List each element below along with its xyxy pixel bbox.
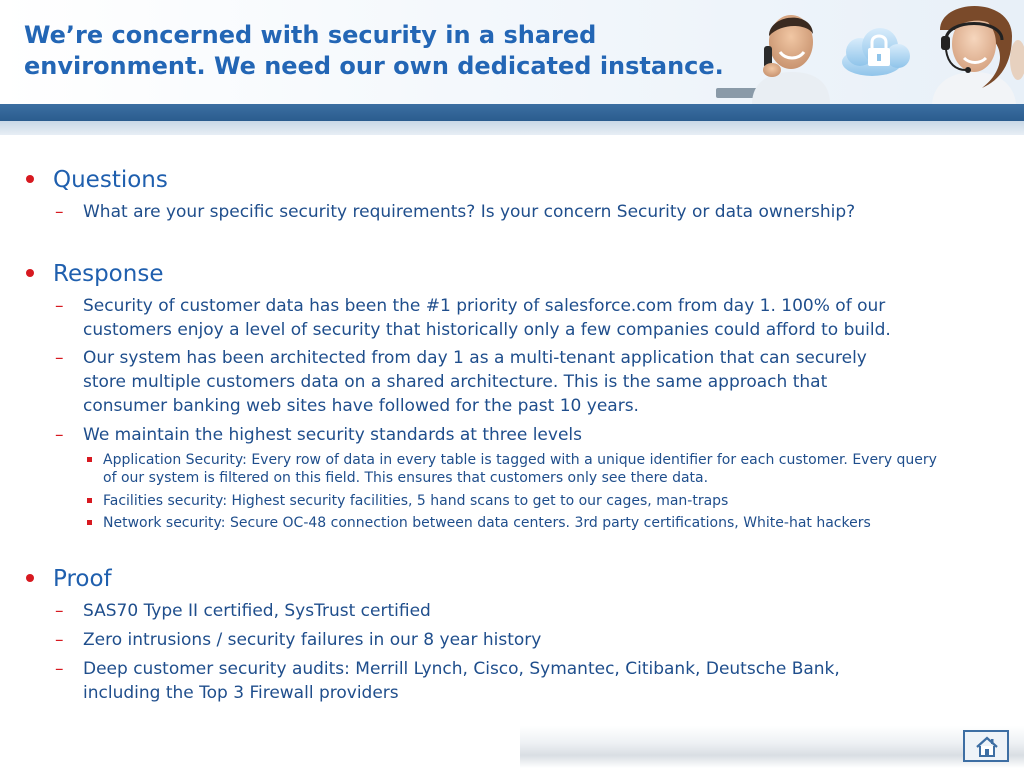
footer-band xyxy=(520,726,1024,768)
dash-bullet: – xyxy=(55,296,64,316)
slide-title-line: environment. We need our own dedicated instance. xyxy=(24,52,724,80)
text-line: Network security: Secure OC-48 connection between data centers. 3rd party certifications, White-hat hackers xyxy=(103,515,871,531)
square-bullet xyxy=(87,498,92,503)
dash-bullet: – xyxy=(55,348,64,368)
text-line: Facilities security: Highest security facilities, 5 hand scans to get to our cages, man-traps xyxy=(103,493,729,509)
bullet-dot xyxy=(26,269,34,277)
sub-list-item-text xyxy=(103,514,1013,532)
dash-bullet: – xyxy=(55,601,64,621)
bullet-dot xyxy=(26,574,34,582)
text-line: of our system is filtered on this field. This ensures that customers only see there data. xyxy=(103,470,709,486)
text-line: We maintain the highest security standards at three levels xyxy=(83,425,582,445)
text-line: What are your specific security requirements? Is your concern Security or data ownership? xyxy=(83,202,856,222)
text-line: including the Top 3 Firewall providers xyxy=(83,683,399,703)
text-line: consumer banking web sites have followed for the past 10 years. xyxy=(83,396,639,416)
section-heading: Questions xyxy=(53,167,168,193)
section-heading: Response xyxy=(53,261,164,287)
text-line: Deep customer security audits: Merrill Lynch, Cisco, Symantec, Citibank, Deutsche Bank, xyxy=(83,659,840,679)
bullet-dot xyxy=(26,175,34,183)
list-item-text xyxy=(83,346,1013,418)
dash-bullet: – xyxy=(55,202,64,222)
dash-bullet: – xyxy=(55,630,64,650)
text-line: Security of customer data has been the #1 priority of salesforce.com from day 1. 100% of our xyxy=(83,296,886,316)
home-button[interactable] xyxy=(963,730,1009,762)
text-line: customers enjoy a level of security that historically only a few companies could afford to build. xyxy=(83,320,891,340)
text-line: Our system has been architected from day 1 as a multi-tenant application that can securely xyxy=(83,348,867,368)
square-bullet xyxy=(87,520,92,525)
text-line: SAS70 Type II certified, SysTrust certified xyxy=(83,601,431,621)
dash-bullet: – xyxy=(55,425,64,445)
dash-bullet: – xyxy=(55,659,64,679)
text-line: store multiple customers data on a shared architecture. This is the same approach that xyxy=(83,372,828,392)
slide-title-line: We’re concerned with security in a shared xyxy=(24,21,597,49)
square-bullet xyxy=(87,457,92,462)
home-icon xyxy=(975,735,999,759)
list-item-text xyxy=(83,423,1013,447)
section-heading: Proof xyxy=(53,566,112,592)
list-item-text xyxy=(83,599,1013,623)
list-item-text xyxy=(83,200,1013,224)
list-item-text xyxy=(83,657,1013,705)
text-line: Application Security: Every row of data in every table is tagged with a unique identifier for each customer. Every query xyxy=(103,452,937,468)
sub-list-item-text xyxy=(103,451,1013,487)
sub-list-item-text xyxy=(103,492,1013,510)
text-line: Zero intrusions / security failures in our 8 year history xyxy=(83,630,542,650)
list-item-text xyxy=(83,294,1013,342)
list-item-text xyxy=(83,628,1013,652)
